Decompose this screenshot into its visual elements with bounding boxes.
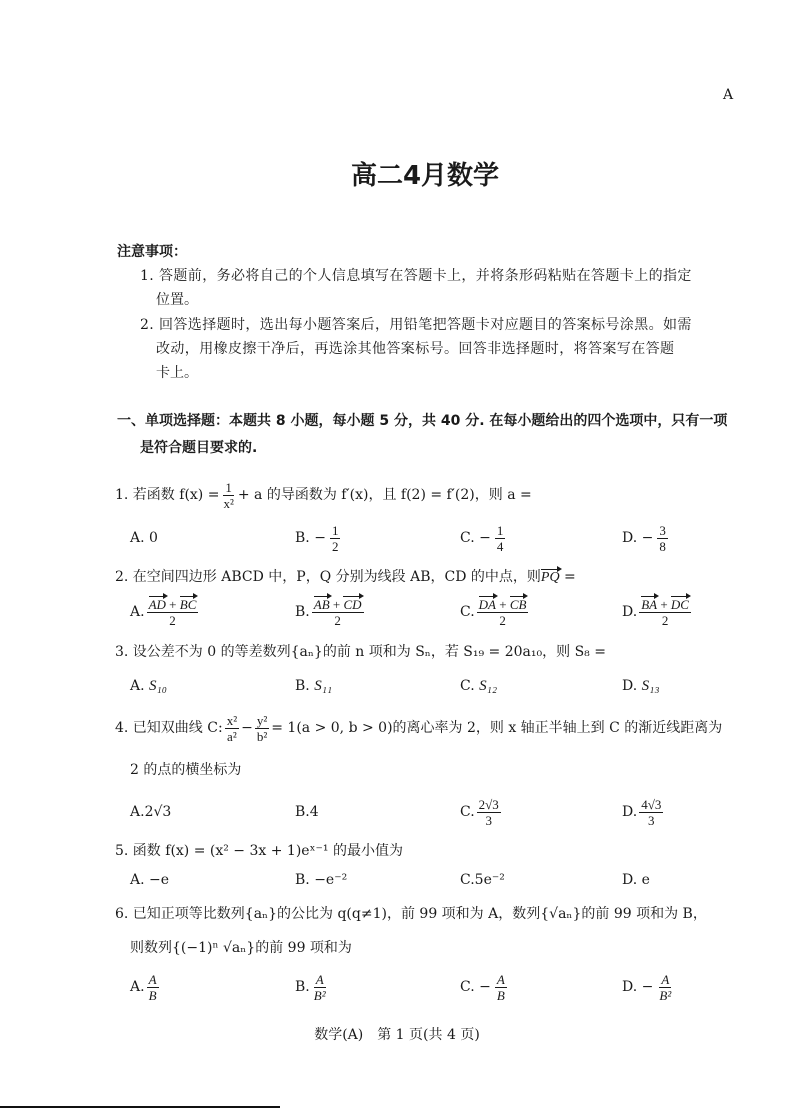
numerator: [312, 596, 364, 613]
option-label: D.: [622, 872, 638, 888]
question-1: [115, 478, 532, 512]
option-label: C.: [460, 678, 475, 694]
denominator: b²: [256, 728, 268, 744]
q4-options: [0, 792, 794, 832]
option-label: D.: [622, 979, 638, 995]
numerator: 4√3: [641, 796, 662, 812]
option-label: D.: [622, 530, 638, 546]
q4-option-b[interactable]: [295, 792, 319, 832]
q1-option-a[interactable]: [130, 518, 158, 558]
q3-options: [0, 666, 794, 706]
numerator: 3: [659, 522, 666, 538]
q4-text-pre: 4. 已知双曲线 C:: [115, 720, 223, 736]
version-label: A: [723, 87, 734, 103]
vector: AB: [313, 597, 330, 612]
denominator: 2: [169, 613, 176, 628]
q2-option-c[interactable]: [460, 592, 530, 632]
option-value: S₁₁: [314, 677, 333, 694]
option-label: C.: [460, 604, 475, 620]
q5-option-b[interactable]: [295, 860, 347, 900]
q5-option-d[interactable]: [622, 860, 650, 900]
question-6-line-2: 则数列{(−1)ⁿ √aₙ}的前 99 项和为: [130, 940, 352, 956]
option-label: B.: [295, 872, 310, 888]
option-label: C.: [460, 979, 475, 995]
option-value: 0: [149, 530, 158, 546]
numerator: 1: [331, 522, 339, 538]
denominator: 2: [661, 613, 669, 628]
q3-option-d[interactable]: [622, 666, 660, 706]
numerator: A: [315, 971, 324, 987]
fraction: [495, 972, 507, 1003]
denominator: a²: [227, 728, 237, 744]
plus: +: [499, 597, 507, 612]
option-label: C.: [460, 530, 475, 546]
q1-text-pre: 1. 若函数 f(x) =: [115, 487, 220, 503]
q6-option-d[interactable]: [622, 967, 675, 1007]
option-label: B.: [295, 804, 310, 820]
option-label: B.: [295, 678, 310, 694]
vector: CB: [509, 597, 527, 612]
question-4: [115, 711, 722, 745]
vector: AD: [148, 597, 166, 612]
section-heading-line-2: 是符合题目要求的.: [140, 440, 258, 456]
numerator: x²: [226, 712, 238, 728]
q2-options: [0, 592, 794, 632]
page-footer: 数学(A) 第 1 页(共 4 页): [314, 1027, 480, 1043]
note-1-line-1: 1. 答题前，务必将自己的个人信息填写在答题卡上，并将条形码粘贴在答题卡上的指定: [140, 268, 692, 284]
q5-option-c[interactable]: [460, 860, 505, 900]
note-2-line-2: 改动，用橡皮擦干净后，再选涂其他答案标号。回答非选择题时，将答案写在答题: [156, 341, 675, 357]
numerator: A: [496, 971, 505, 987]
option-value: S₁₀: [149, 677, 167, 694]
fraction: [477, 596, 529, 628]
fraction: [312, 972, 328, 1003]
option-label: A.: [130, 604, 145, 620]
denominator: 3: [648, 812, 655, 828]
option-label: B.: [295, 604, 310, 620]
denominator: B²: [659, 987, 672, 1003]
question-5: 5. 函数 f(x) = (x² − 3x + 1)eˣ⁻¹ 的最小值为: [115, 843, 403, 859]
vector: DC: [670, 597, 689, 612]
q3-option-b[interactable]: [295, 666, 332, 706]
option-value: −e⁻²: [314, 872, 348, 888]
q1-text-post: + a 的导函数为 f′(x)，且 f(2) = f′(2)，则 a =: [237, 487, 532, 503]
denominator: B: [148, 987, 157, 1003]
q6-option-c[interactable]: [460, 967, 509, 1007]
option-label: A.: [130, 804, 145, 820]
q3-option-c[interactable]: [460, 666, 497, 706]
fraction: [225, 713, 239, 744]
q2-text-pre: 2. 在空间四边形 ABCD 中，P，Q 分别为线段 AB，CD 的中点，则: [115, 569, 541, 585]
option-label: D.: [622, 804, 638, 820]
option-value: −e: [149, 872, 170, 888]
option-label: A.: [130, 678, 145, 694]
option-value: e: [641, 872, 650, 888]
denominator: 8: [659, 538, 666, 554]
numerator: [147, 596, 199, 613]
option-sign: −: [314, 530, 326, 546]
numerator: 2√3: [478, 796, 499, 812]
fraction: [330, 523, 341, 554]
plus: +: [169, 597, 177, 612]
q1-option-d[interactable]: [622, 518, 670, 558]
notes-heading: 注意事项：: [117, 244, 187, 260]
fraction: [312, 596, 364, 628]
q6-option-b[interactable]: [295, 967, 330, 1007]
fraction: [147, 972, 159, 1003]
numerator: [639, 596, 691, 613]
option-sign: −: [479, 979, 491, 995]
question-4-line-2: 2 的点的横坐标为: [130, 762, 242, 778]
q1-option-b[interactable]: [295, 518, 342, 558]
q6-options: [0, 967, 794, 1007]
denominator: B: [496, 987, 505, 1003]
denominator: 2: [334, 613, 341, 628]
option-label: D.: [622, 678, 638, 694]
fraction: [255, 713, 269, 744]
denominator: 2: [331, 538, 339, 554]
question-6-line-1: 6. 已知正项等比数列{aₙ}的公比为 q(q≠1)，前 99 项和为 A，数列{√aₙ}的前 99 项和为 B，: [115, 906, 707, 922]
page-title: 高二4月数学: [350, 161, 500, 191]
numerator: 1: [225, 479, 232, 495]
fraction: [639, 596, 691, 628]
q4-option-d[interactable]: [622, 792, 665, 832]
option-value: 5e⁻²: [474, 872, 505, 888]
option-sign: −: [479, 530, 491, 546]
q5-option-a[interactable]: [130, 860, 169, 900]
option-value: S₁₂: [479, 677, 498, 694]
fraction: [147, 596, 199, 628]
q6-option-a[interactable]: [130, 967, 161, 1007]
option-label: A.: [130, 872, 145, 888]
option-label: B.: [295, 530, 310, 546]
option-label: B.: [295, 979, 310, 995]
fraction: [477, 797, 501, 828]
option-label: C.: [460, 872, 475, 888]
q1-option-c[interactable]: [460, 518, 507, 558]
denominator: B²: [313, 987, 326, 1003]
q2-text-post: =: [564, 569, 576, 585]
vector: DA: [478, 597, 497, 612]
q2-option-a[interactable]: [130, 592, 200, 632]
note-1-line-2: 位置。: [156, 292, 198, 308]
option-value: S₁₃: [641, 677, 660, 694]
vector: CD: [343, 597, 362, 612]
numerator: 1: [496, 522, 504, 538]
vector: PQ: [540, 570, 560, 585]
option-label: D.: [622, 604, 638, 620]
vector: BC: [179, 597, 197, 612]
minus: −: [241, 720, 253, 736]
note-2-line-1: 2. 回答选择题时，选出每小题答案后，用铅笔把答题卡对应题目的答案标号涂黑。如需: [140, 317, 692, 333]
numerator: [477, 596, 529, 613]
q5-options: [0, 860, 794, 900]
denominator: 3: [485, 812, 492, 828]
numerator: y²: [256, 712, 268, 728]
q1-options: [0, 518, 794, 558]
denominator: 2: [499, 613, 506, 628]
fraction: [657, 523, 668, 554]
plus: +: [660, 597, 668, 612]
q2-option-d[interactable]: [622, 592, 693, 632]
fraction: [495, 523, 506, 554]
numerator: A: [148, 971, 157, 987]
question-2: [115, 567, 576, 587]
option-value: 4: [309, 804, 319, 820]
option-label: C.: [460, 804, 475, 820]
option-label: A.: [130, 530, 145, 546]
option-sign: −: [641, 530, 654, 546]
question-3: 3. 设公差不为 0 的等差数列{aₙ}的前 n 项和为 Sₙ，若 S₁₉ = 20a₁₀，则 S₈ =: [115, 644, 606, 660]
numerator: A: [661, 971, 670, 987]
q2-option-b[interactable]: [295, 592, 366, 632]
fraction: [221, 480, 235, 511]
q3-option-a[interactable]: [130, 666, 167, 706]
denominator: x²: [223, 495, 234, 511]
q4-option-c[interactable]: [460, 792, 503, 832]
vector: BA: [641, 597, 658, 612]
option-sign: −: [641, 979, 654, 995]
section-heading-line-1: 一、单项选择题：本题共 8 小题，每小题 5 分，共 40 分. 在每小题给出的四个选项中，只有一项: [117, 413, 728, 429]
plus: +: [332, 597, 341, 612]
note-2-line-3: 卡上。: [156, 365, 198, 381]
q4-text-post: = 1(a > 0, b > 0)的离心率为 2，则 x 轴正半轴上到 C 的渐近线距离为: [271, 720, 723, 736]
fraction: [657, 972, 673, 1003]
option-label: A.: [130, 979, 145, 995]
denominator: 4: [496, 538, 504, 554]
q4-option-a[interactable]: [130, 792, 171, 832]
fraction: [639, 797, 663, 828]
option-value: 2√3: [144, 804, 172, 820]
